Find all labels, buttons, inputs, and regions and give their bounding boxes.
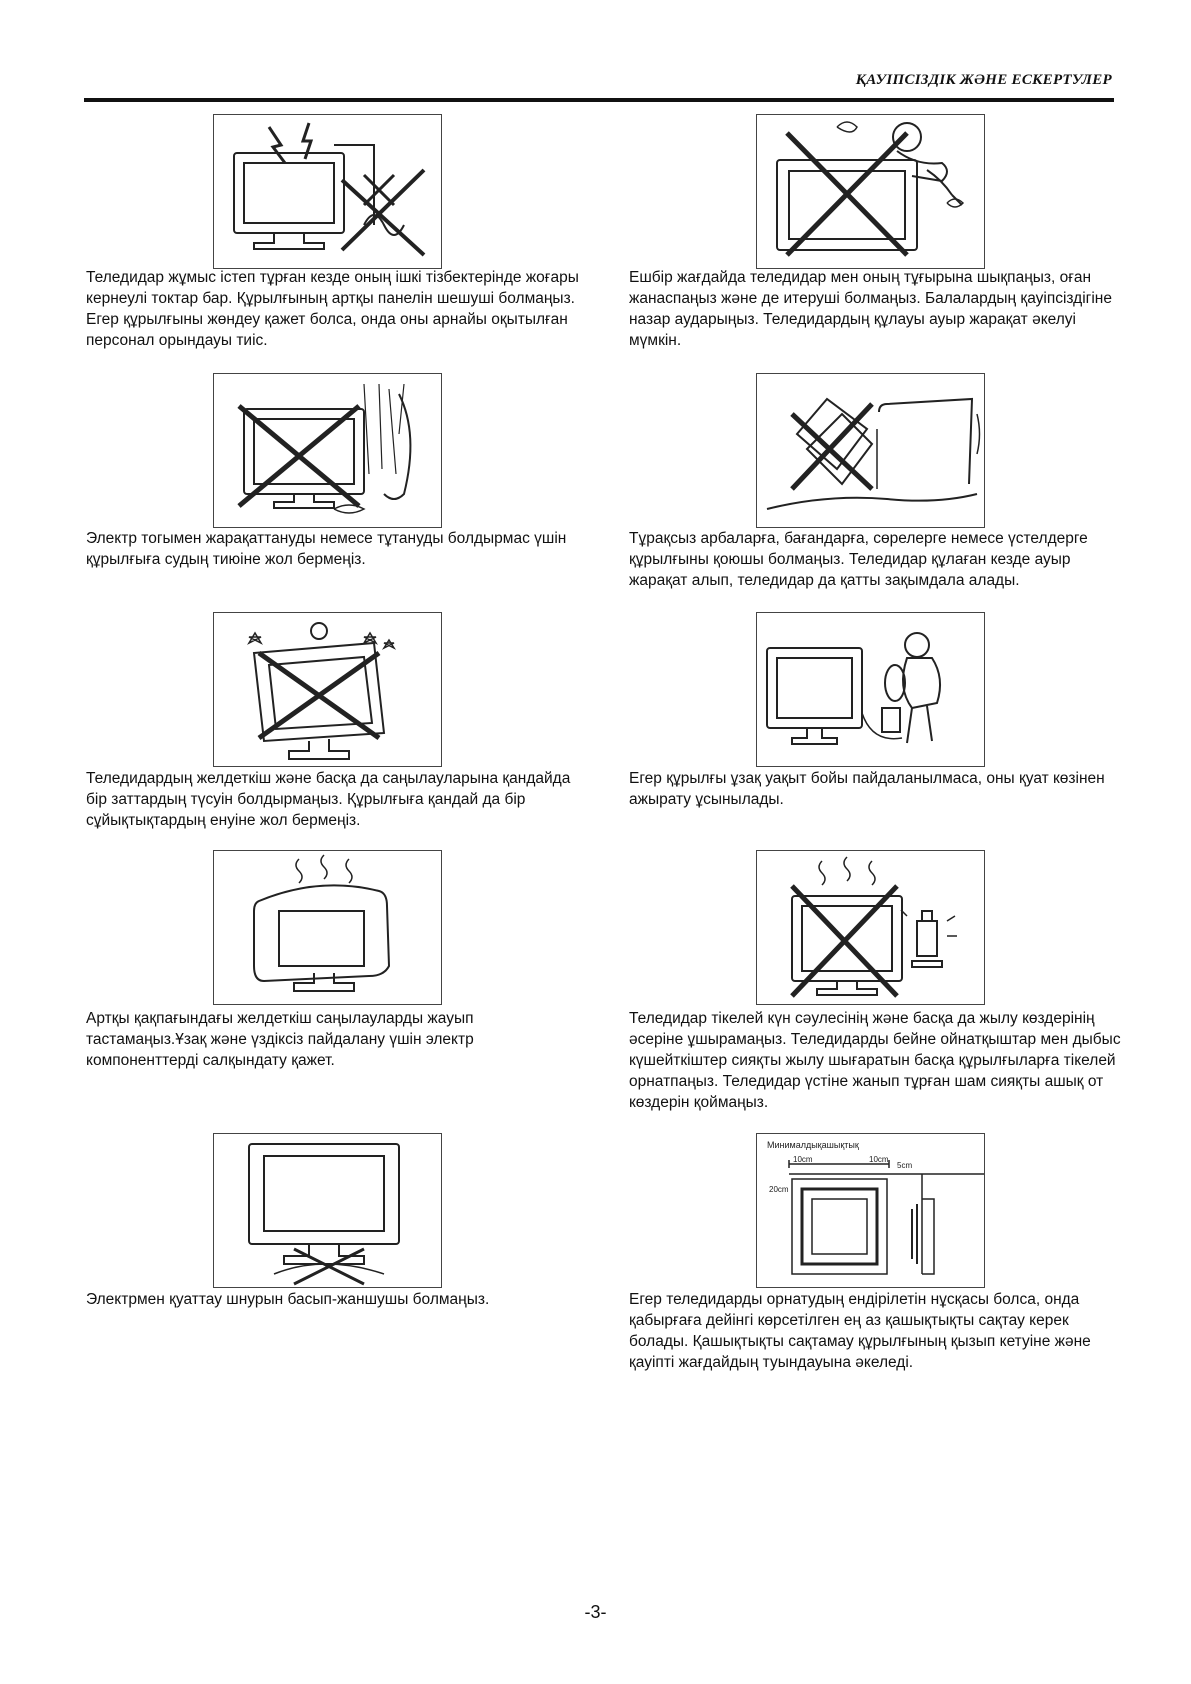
warning-text: Ешбір жағдайда теледидар мен оның тұғырына шықпаңыз, оған жанаспаңыз және де итеруші болмаңыз. Балалардың қауіпсіздігіне назар аударыңыз. Теледидардың құлауы ауыр жарақат әкелуі мүмкін. — [629, 269, 1112, 349]
diagram-side: 5cm — [897, 1161, 913, 1170]
child-climbing-tv-illustration — [756, 114, 985, 269]
warning-text: Электрмен қуаттау шнурын басып-жаншушы болмаңыз. — [86, 1291, 490, 1308]
diagram-top-right: 10cm — [869, 1155, 889, 1164]
minimum-distance-diagram — [756, 1133, 985, 1288]
warning-text: Теледидардың желдеткіш және басқа да саңылауларына қандайда бір заттардың түсуін болдырмаңыз. Құрылғыға қандай да бір сұйықтықтардың енуіне жол бермеңіз. — [86, 770, 571, 829]
warning-text: Егер теледидарды орнатудың ендірілетін нұсқасы болса, онда қабырғаға дейінгі көрсетілген ең аз қашықтықты сақтау керек болады. Қашықтықты сақтамау құрылғының қызып кетуіне және қауіпті жағдайдың туындауына әкеледі. — [629, 1291, 1091, 1371]
diagram-top-left: 10cm — [793, 1155, 813, 1164]
tv-power-cord-illustration — [213, 1133, 442, 1288]
warning-text: Егер құрылғы ұзақ уақыт бойы пайдаланылмаса, оны қуат көзінен ажырату ұсынылады. — [629, 770, 1105, 808]
unplug-tv-illustration — [756, 612, 985, 767]
warning-text: Электр тогымен жарақаттануды немесе тұтануды болдырмас үшін құрылғыға судың тиюіне жол бермеңіз. — [86, 530, 567, 568]
tv-objects-on-top-illustration — [213, 612, 442, 767]
page-number: -3- — [584, 1602, 607, 1622]
warning-text: Теледидар жұмыс істеп тұрған кезде оның ішкі тізбектерінде жоғары кернеулі токтар бар. Құрылғының артқы панелін шешуші болмаңыз. Егер құрылғыны жөндеу қажет болса, онда оны арнайы оқытылған персонал орындауы тиіс. — [86, 269, 579, 349]
unstable-stand-illustration — [756, 373, 985, 528]
page-header — [84, 70, 1114, 102]
warning-text: Артқы қақпағындағы желдеткіш саңылауларды жауып тастамаңыз.Ұзақ және үздіксіз пайдалану үшін электр компоненттерді салқындату қажет. — [86, 1010, 474, 1069]
diagram-title: Минималдықашықтық — [767, 1140, 859, 1150]
tv-covered-vents-illustration — [213, 850, 442, 1005]
warning-text: Тұрақсыз арбаларға, бағандарға, сөрелерге немесе үстелдерге құрылғыны қоюшы болмаңыз. Теледидар құлаған кезде ауыр жарақат алып, теледидар да қатты зақымдала алады. — [629, 530, 1088, 589]
tv-water-illustration — [213, 373, 442, 528]
tv-heat-source-illustration — [756, 850, 985, 1005]
header-title: ҚАУІПСІЗДІК ЖӘНЕ ЕСКЕРТУЛЕР — [855, 72, 1112, 88]
diagram-left: 20cm — [769, 1185, 789, 1194]
warning-text: Теледидар тікелей күн сәулесінің және басқа да жылу көздерінің әсеріне ұшырамаңыз. Теледидарды бейне ойнатқыштар мен дыбыс күшейткіштер сияқты жылу шығаратын басқа құрылғыларға тікелей орнатпаңыз. Теледидар үстіне жанып тұрған шам сияқты ашық от көздерін қоймаңыз. — [629, 1010, 1121, 1111]
tv-high-voltage-illustration — [213, 114, 442, 269]
